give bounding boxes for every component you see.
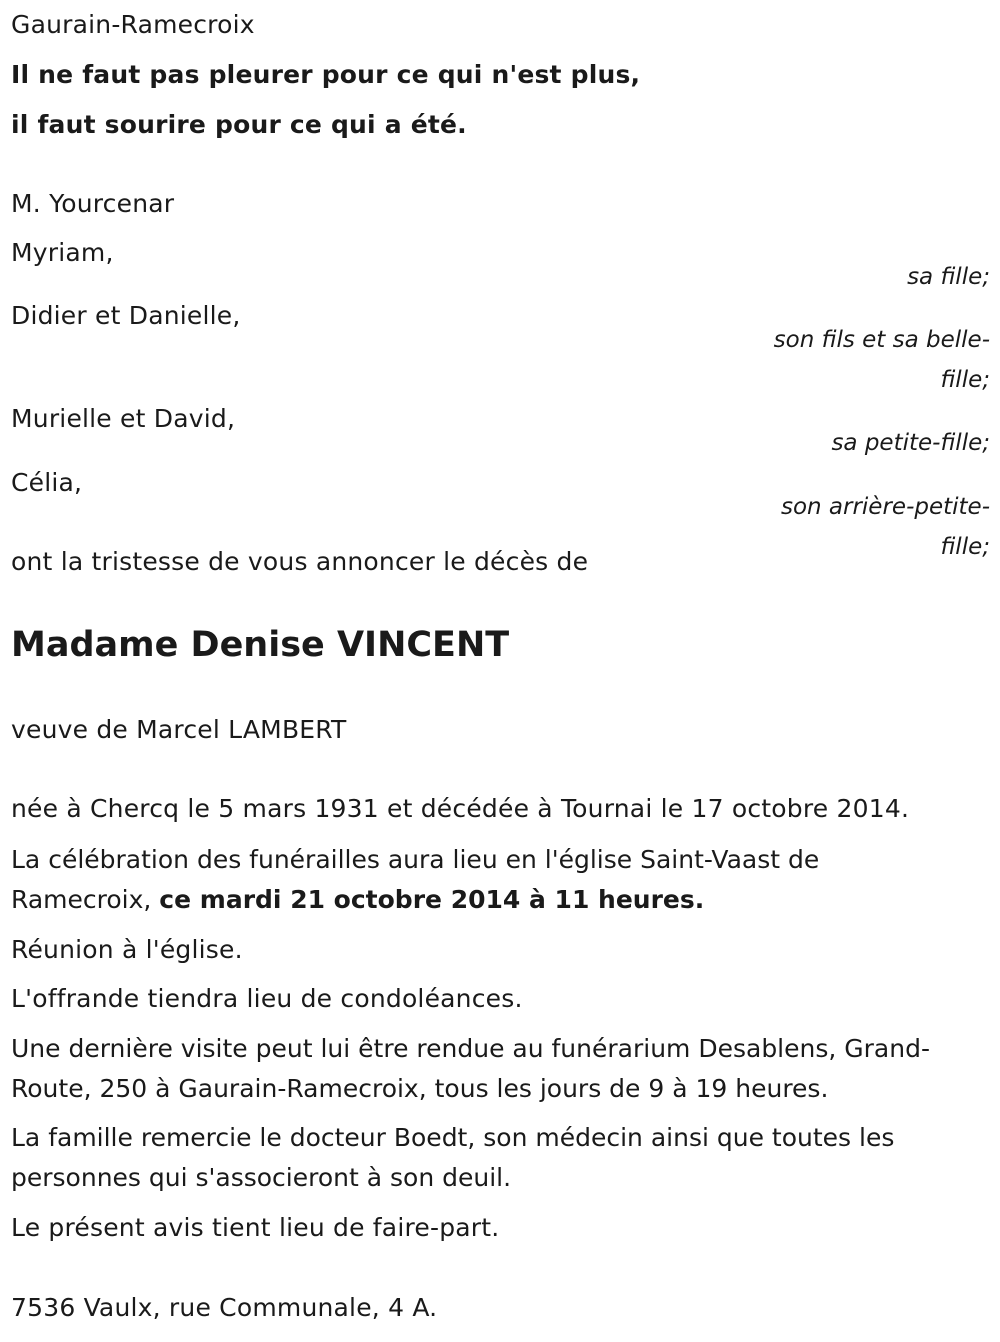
family-member-name: Murielle et David, [11, 404, 236, 433]
deceased-name: Madame Denise VINCENT [11, 625, 510, 665]
quote-line-1: Il ne faut pas pleurer pour ce qui n'est plus, [11, 60, 641, 89]
meeting-info: Réunion à l'église. [11, 935, 243, 964]
celebration-date: ce mardi 21 octobre 2014 à 11 heures. [159, 885, 705, 914]
notice: Le présent avis tient lieu de faire-part. [11, 1213, 500, 1242]
family-member-relation: sa petite-fille; [831, 430, 990, 456]
celebration-paragraph [11, 840, 911, 920]
announcement: ont la tristesse de vous annoncer le décès de [11, 547, 589, 576]
visit-info: Une dernière visite peut lui être rendue au funérarium Desablens, Grand-Route, 250 à Gaurain-Ramecroix, tous les jours de 9 à 19 heures. [11, 1034, 930, 1103]
spouse-name: M. Yourcenar [11, 189, 175, 218]
quote-line-2: il faut sourire pour ce qui a été. [11, 110, 467, 139]
family-member-name: Didier et Danielle, [11, 301, 241, 330]
family-member-relation: son arrière-petite-fille; [780, 494, 990, 560]
birth-death-details: née à Chercq le 5 mars 1931 et décédée à Tournai le 17 octobre 2014. [11, 794, 910, 823]
family-member-name: Myriam, [11, 238, 114, 267]
celebration-text: La célébration des funérailles aura lieu en l'église Saint-Vaast de Ramecroix, [11, 845, 820, 914]
family-member-name: Célia, [11, 468, 83, 497]
offering-info: L'offrande tiendra lieu de condoléances. [11, 984, 523, 1013]
thanks-info: La famille remercie le docteur Boedt, son médecin ainsi que toutes les personnes qui s'associeront à son deuil. [11, 1123, 895, 1192]
locality: Gaurain-Ramecroix [11, 10, 255, 39]
widow-of: veuve de Marcel LAMBERT [11, 715, 347, 744]
family-member-relation: sa fille; [907, 264, 990, 290]
address: 7536 Vaulx, rue Communale, 4 A. [11, 1293, 438, 1322]
family-member-relation: son fils et sa belle-fille; [773, 327, 990, 393]
